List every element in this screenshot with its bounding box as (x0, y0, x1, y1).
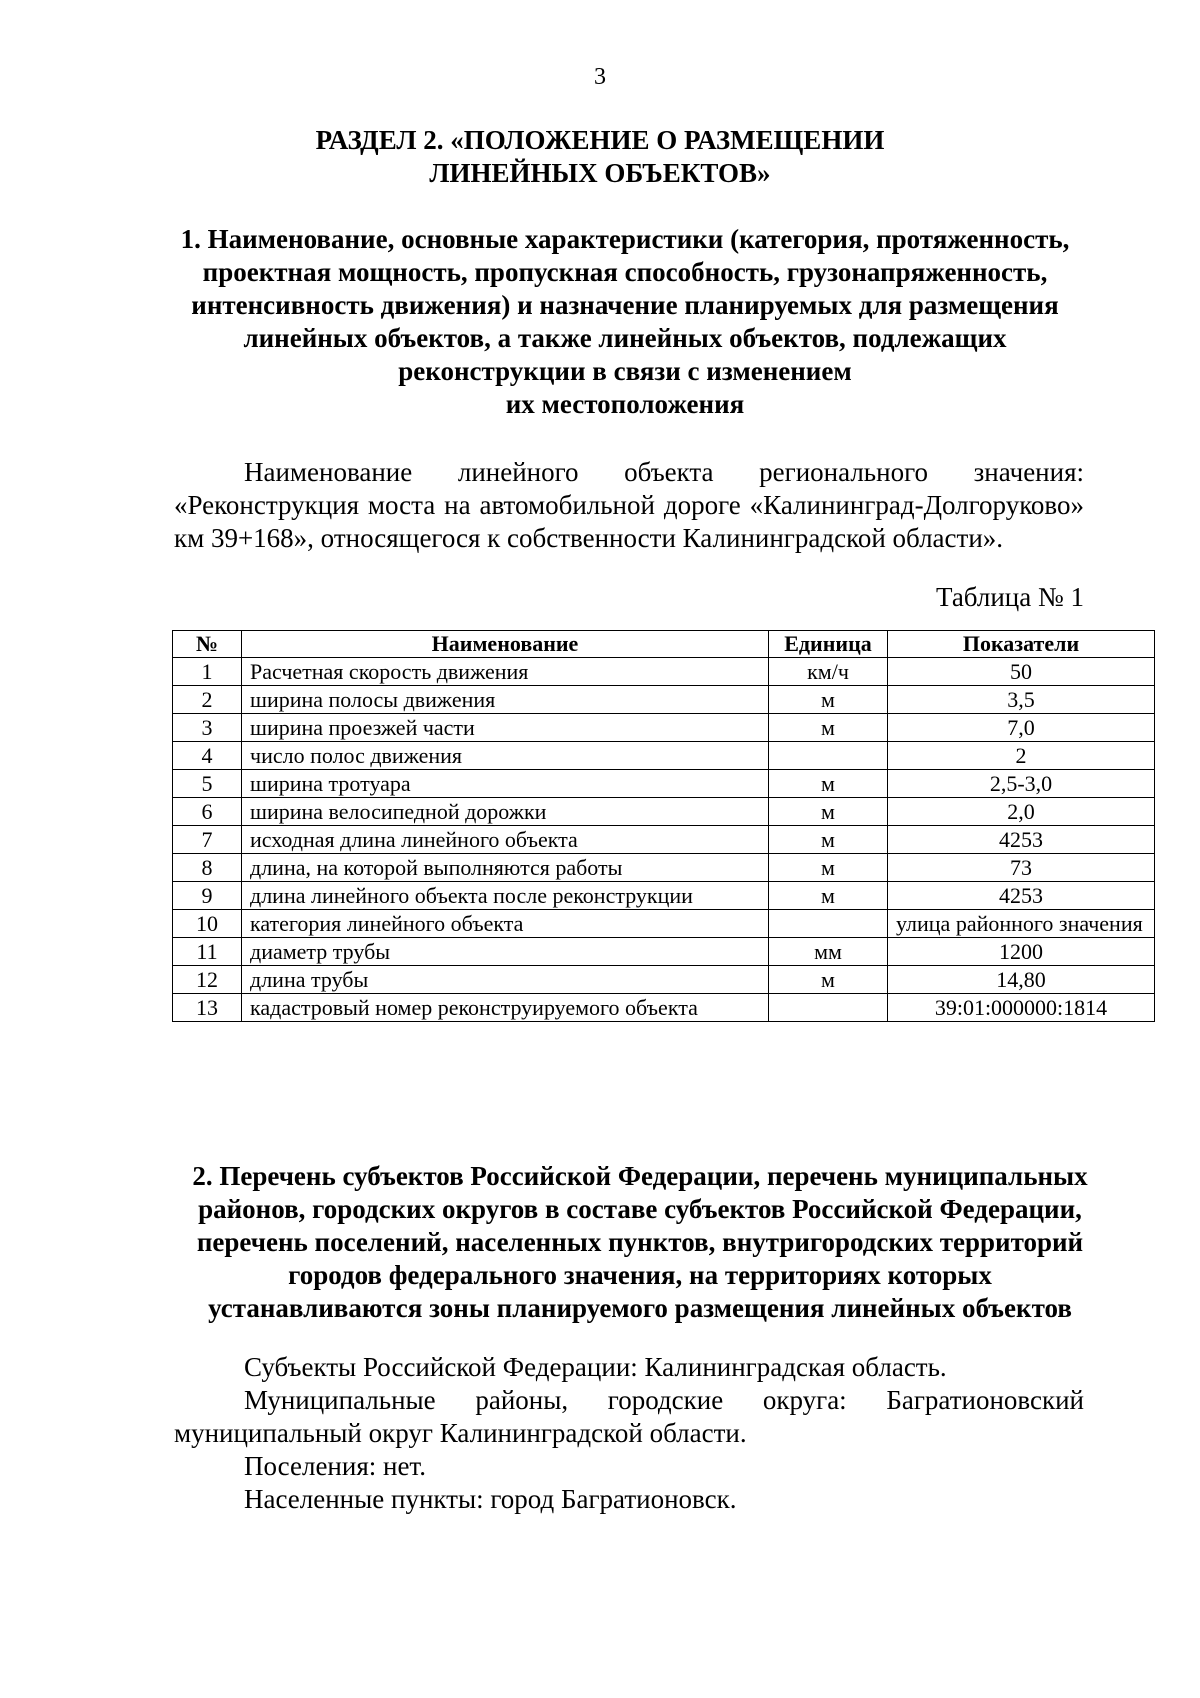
row-name: кадастровый номер реконструируемого объекта (242, 994, 769, 1022)
table-row (173, 798, 1155, 826)
row-unit: м (769, 854, 888, 882)
table-row (173, 854, 1155, 882)
row-unit: м (769, 714, 888, 742)
table-label: Таблица № 1 (936, 582, 1084, 612)
settlements-line: Поселения: нет. (244, 1451, 426, 1481)
territories-list (174, 1351, 1084, 1516)
section-title (150, 124, 1050, 190)
row-value: 14,80 (888, 966, 1155, 994)
heading-line: устанавливаются зоны планируемого размещения линейных объектов (208, 1293, 1072, 1323)
row-name: исходная длина линейного объекта (242, 826, 769, 854)
table-row (173, 882, 1155, 910)
heading-line: 1. Наименование, основные характеристики (категория, протяженность, (180, 224, 1070, 254)
row-number: 8 (173, 854, 242, 882)
row-unit: м (769, 966, 888, 994)
row-unit: мм (769, 938, 888, 966)
row-name: длина, на которой выполняются работы (242, 854, 769, 882)
row-value: 2 (888, 742, 1155, 770)
row-value: 1200 (888, 938, 1155, 966)
table-row (173, 910, 1155, 938)
heading-line: интенсивность движения) и назначение планируемых для размещения (191, 290, 1059, 320)
districts-line-continued: муниципальный округ Калининградской области. (174, 1418, 747, 1448)
row-name: Расчетная скорость движения (242, 658, 769, 686)
row-name: ширина тротуара (242, 770, 769, 798)
heading-line: проектная мощность, пропускная способность, грузонапряженность, (202, 257, 1048, 287)
localities-line: Населенные пункты: город Багратионовск. (244, 1484, 737, 1514)
header-number: № (173, 631, 242, 658)
header-unit: Единица (769, 631, 888, 658)
heading-line: реконструкции в связи с изменением (398, 356, 852, 386)
row-number: 2 (173, 686, 242, 714)
row-value: 2,0 (888, 798, 1155, 826)
subjects-line: Субъекты Российской Федерации: Калининградская область. (244, 1352, 947, 1382)
table-header-row (173, 631, 1155, 658)
row-value: 39:01:000000:1814 (888, 994, 1155, 1022)
row-number: 3 (173, 714, 242, 742)
row-number: 9 (173, 882, 242, 910)
row-number: 6 (173, 798, 242, 826)
table-row (173, 938, 1155, 966)
row-name: число полос движения (242, 742, 769, 770)
row-value: 2,5-3,0 (888, 770, 1155, 798)
characteristics-table (172, 630, 1155, 1022)
table-row (173, 714, 1155, 742)
heading-characteristics (160, 223, 1090, 421)
row-number: 13 (173, 994, 242, 1022)
row-unit: м (769, 826, 888, 854)
row-unit: км/ч (769, 658, 888, 686)
row-unit: м (769, 770, 888, 798)
table-row (173, 686, 1155, 714)
heading-line: линейных объектов, а также линейных объектов, подлежащих (243, 323, 1007, 353)
table-row (173, 826, 1155, 854)
heading-territories (160, 1160, 1120, 1325)
object-name-paragraph: Наименование линейного объекта регионального значения: «Реконструкция моста на автомобильной дороге «Калининград-Долгоруково» км 39+168», относящегося к собственности Калининградской области». (174, 457, 1084, 553)
table-row (173, 770, 1155, 798)
row-value: 7,0 (888, 714, 1155, 742)
row-unit (769, 994, 888, 1022)
table-row (173, 742, 1155, 770)
row-number: 1 (173, 658, 242, 686)
header-value: Показатели (888, 631, 1155, 658)
header-name: Наименование (242, 631, 769, 658)
table-body (173, 658, 1155, 1022)
row-unit: м (769, 882, 888, 910)
row-name: длина линейного объекта после реконструкции (242, 882, 769, 910)
row-unit: м (769, 798, 888, 826)
row-name: категория линейного объекта (242, 910, 769, 938)
row-value: 50 (888, 658, 1155, 686)
row-value: 3,5 (888, 686, 1155, 714)
row-unit: м (769, 686, 888, 714)
row-name: ширина полосы движения (242, 686, 769, 714)
row-number: 5 (173, 770, 242, 798)
row-number: 12 (173, 966, 242, 994)
heading-line: городов федерального значения, на территориях которых (288, 1260, 992, 1290)
row-name: ширина велосипедной дорожки (242, 798, 769, 826)
table-row (173, 658, 1155, 686)
row-value: 4253 (888, 882, 1155, 910)
row-value: 73 (888, 854, 1155, 882)
table-row (173, 994, 1155, 1022)
heading-line: их местоположения (505, 389, 745, 419)
row-value: 4253 (888, 826, 1155, 854)
heading-line: 2. Перечень субъектов Российской Федерации, перечень муниципальных (192, 1161, 1088, 1191)
row-unit (769, 910, 888, 938)
row-name: длина трубы (242, 966, 769, 994)
section-title-line: ЛИНЕЙНЫХ ОБЪЕКТОВ» (429, 158, 771, 188)
row-name: ширина проезжей части (242, 714, 769, 742)
row-unit (769, 742, 888, 770)
row-number: 4 (173, 742, 242, 770)
table-row (173, 966, 1155, 994)
heading-line: перечень поселений, населенных пунктов, внутригородских территорий (196, 1227, 1084, 1257)
heading-line: районов, городских округов в составе субъектов Российской Федерации, (198, 1194, 1082, 1224)
row-number: 10 (173, 910, 242, 938)
row-value: улица районного значения (888, 910, 1155, 938)
page-number: 3 (594, 64, 606, 90)
row-number: 7 (173, 826, 242, 854)
row-number: 11 (173, 938, 242, 966)
row-name: диаметр трубы (242, 938, 769, 966)
section-title-line: РАЗДЕЛ 2. «ПОЛОЖЕНИЕ О РАЗМЕЩЕНИИ (315, 125, 885, 155)
districts-line: Муниципальные районы, городские округа: Багратионовский (244, 1385, 1084, 1415)
